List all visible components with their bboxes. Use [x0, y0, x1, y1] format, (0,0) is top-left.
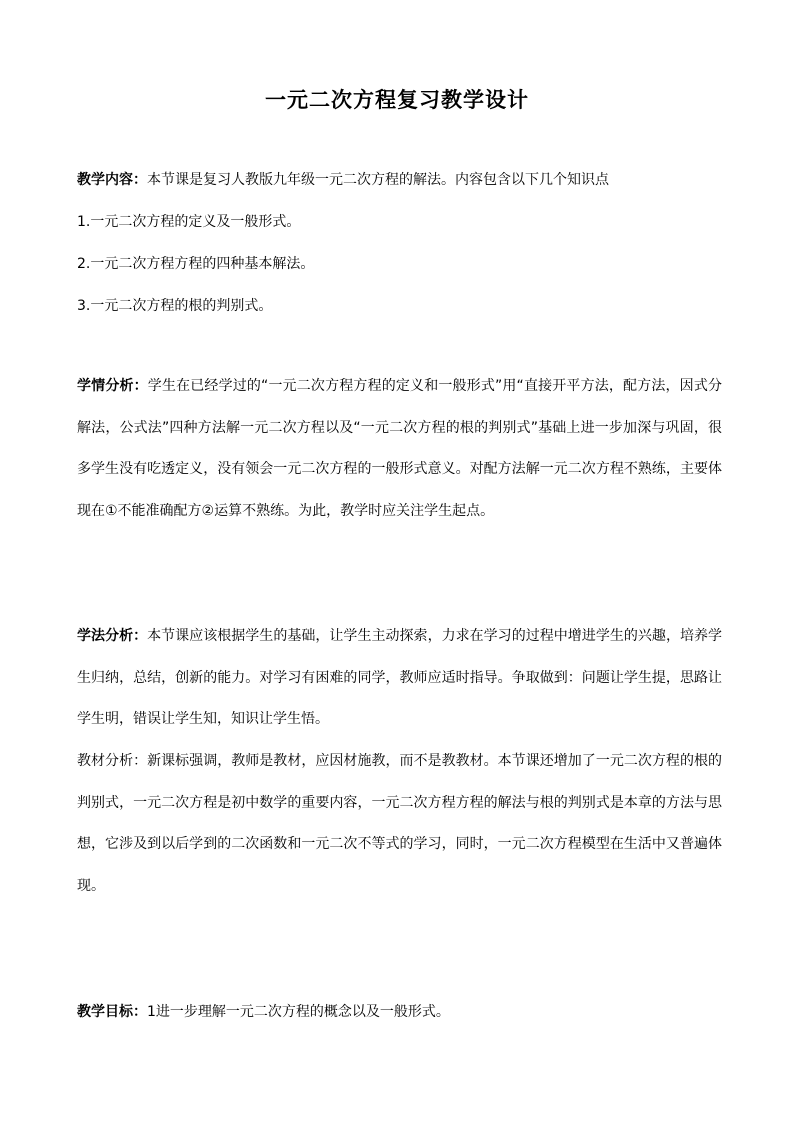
teaching-content-text: 本节课是复习人教版九年级一元二次方程的解法。内容包含以下几个知识点 — [147, 172, 609, 188]
teaching-objectives-paragraph — [77, 1000, 722, 1024]
knowledge-point-1: 1.一元二次方程的定义及一般形式。 — [77, 214, 301, 230]
knowledge-point-2: 2.一元二次方程方程的四种基本解法。 — [77, 256, 315, 272]
student-analysis-text: 学生在已经学过的“一元二次方程方程的定义和一般形式”用“直接开平方法，配方法，因式分解法，公式法”四种方法解一元二次方程以及“一元二次方程的根的判别式”基础上进一步加深与巩固，很多学生没有吃透定义，没有领会一元二次方程的一般形式意义。对配方法解一元二次方程不熟练，主要体现在①不能准确配方②运算不熟练。为此，教学时应关注学生起点。 — [77, 378, 723, 519]
teaching-objectives-text: 1进一步理解一元二次方程的概念以及一般形式。 — [147, 1004, 450, 1020]
document-title: 一元二次方程复习教学设计 — [265, 88, 529, 112]
student-analysis-label: 学情分析： — [77, 378, 148, 394]
teaching-objectives-label: 教学目标： — [77, 1004, 147, 1020]
knowledge-point-3: 3.一元二次方程的根的判别式。 — [77, 298, 273, 314]
textbook-analysis-paragraph: 教材分析：新课标强调，教师是教材，应因材施教，而不是教教材。本节课还增加了一元二次方程的根的判别式，一元二次方程是初中数学的重要内容，一元二次方程方程的解法与根的判别式是本章的方法与思想，它涉及到以后学到的二次函数和一元二次不等式的学习，同时，一元二次方程模型在生活中又普遍体现。 — [77, 753, 722, 894]
method-analysis-label: 学法分析： — [77, 628, 148, 644]
teaching-content-paragraph — [77, 168, 722, 192]
method-analysis-paragraph — [77, 616, 722, 741]
student-analysis-paragraph — [77, 366, 722, 532]
method-analysis-text: 本节课应该根据学生的基础，让学生主动探索，力求在学习的过程中增进学生的兴趣，培养学生归纳，总结，创新的能力。对学习有困难的同学，教师应适时指导。争取做到：问题让学生提，思路让学生明，错误让学生知，知识让学生悟。 — [77, 628, 723, 728]
teaching-content-label: 教学内容： — [77, 172, 147, 188]
